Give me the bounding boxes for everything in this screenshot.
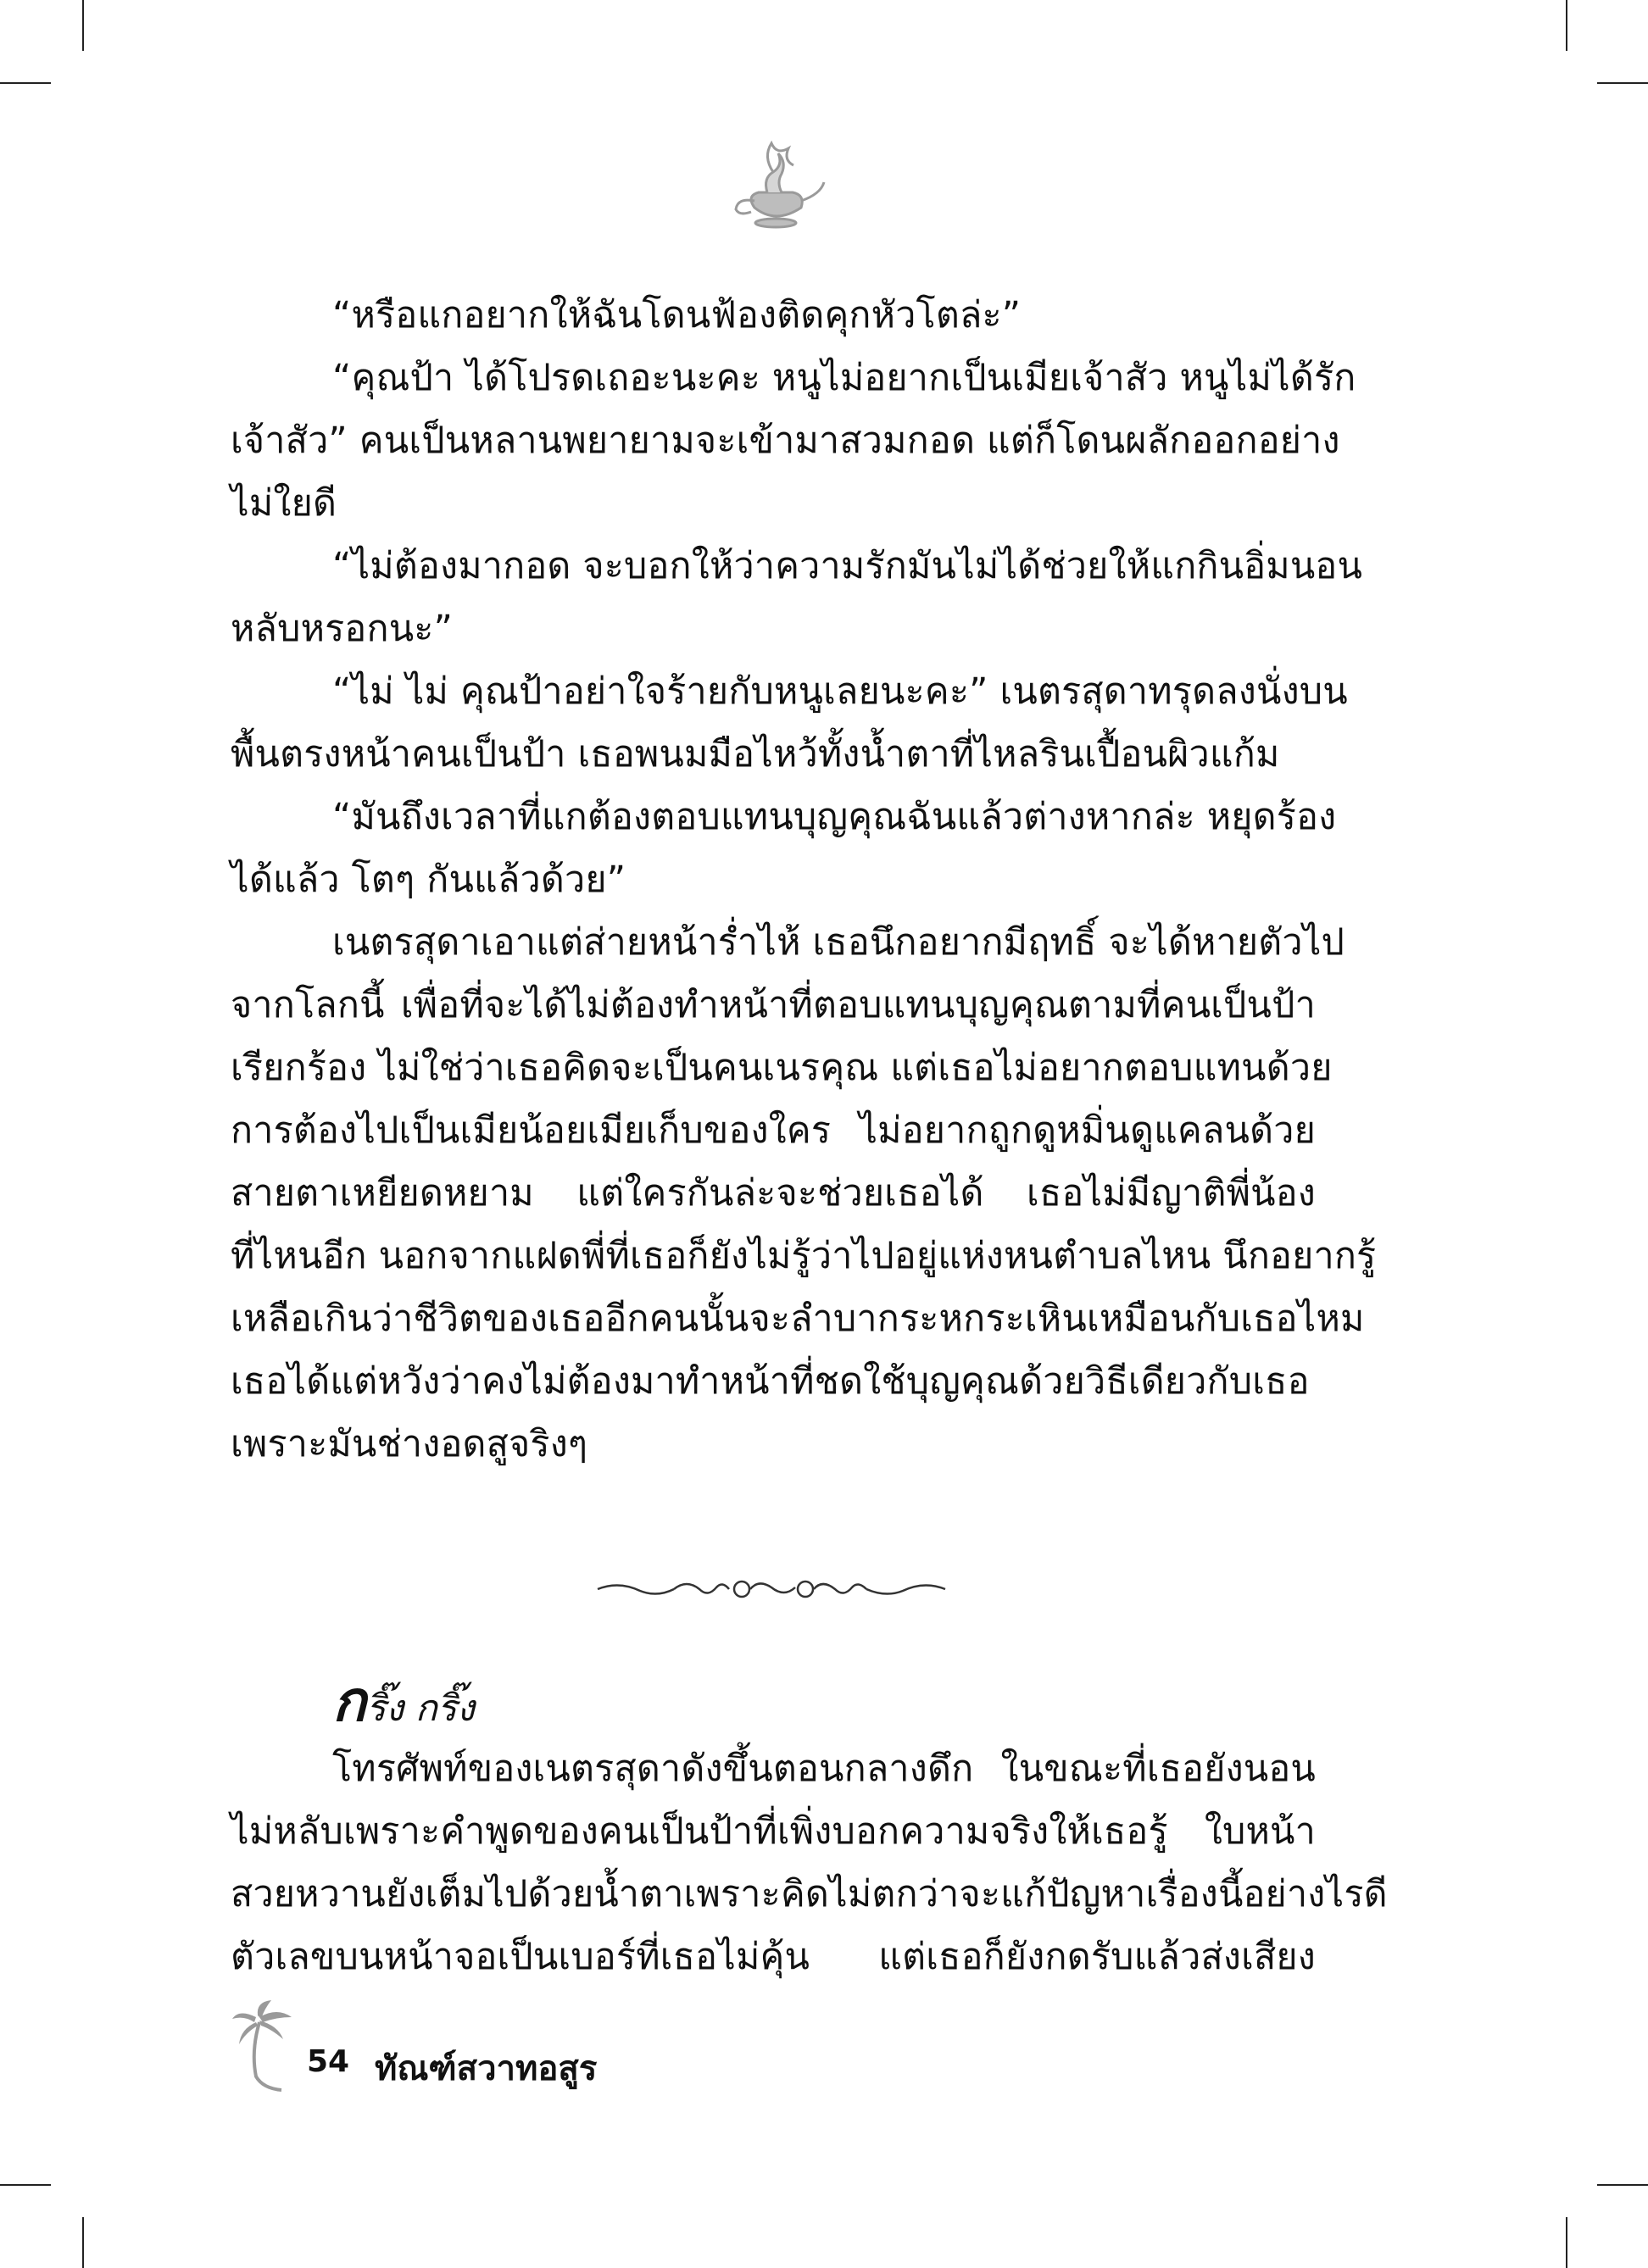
text-line: “ไม่ ไม่ คุณป้าอย่าใจร้ายกับหนูเลยนะคะ” เนตรสุดาทรุดลงนั่งบน	[332, 670, 1348, 713]
flourish-divider-icon	[593, 1564, 949, 1615]
text-line: ไม่หลับเพราะคำพูดของคนเป็นป้าที่เพิ่งบอกความจริงให้เธอรู้ ใบหน้า	[231, 1810, 1316, 1853]
dropcap-heading	[332, 1657, 475, 1733]
crop-mark	[1597, 2184, 1648, 2186]
text-line: โทรศัพท์ของเนตรสุดาดังขึ้นตอนกลางดึก ในขณะที่เธอยังนอน	[332, 1748, 1316, 1790]
text-line: “คุณป้า ได้โปรดเถอะนะคะ หนูไม่อยากเป็นเมียเจ้าสัว หนูไม่ได้รัก	[332, 357, 1356, 399]
text-line: เนตรสุดาเอาแต่ส่ายหน้าร่ำไห้ เธอนึกอยากมีฤทธิ์ จะได้หายตัวไป	[332, 921, 1345, 964]
text-line: พื้นตรงหน้าคนเป็นป้า เธอพนมมือไหว้ทั้งน้ำตาที่ไหลรินเปื้อนผิวแก้ม	[231, 733, 1280, 775]
crop-mark	[1566, 2217, 1567, 2268]
crop-mark	[82, 0, 84, 51]
text-line: เหลือเกินว่าชีวิตของเธออีกคนนั้นจะลำบากระหกระเหินเหมือนกับเธอไหม	[231, 1298, 1365, 1340]
dropcap-letter: ก	[332, 1669, 366, 1734]
dropcap-rest: ริ๊ง กริ๊ง	[365, 1687, 475, 1730]
text-line: เพราะมันช่างอดสูจริงๆ	[231, 1423, 588, 1465]
page-footer	[231, 2000, 739, 2093]
text-line: ตัวเลขบนหน้าจอเป็นเบอร์ที่เธอไม่คุ้น แต่เธอก็ยังกดรับแล้วส่งเสียง	[231, 1936, 1316, 1978]
text-line: เธอได้แต่หวังว่าคงไม่ต้องมาทำหน้าที่ชดใช้บุญคุณด้วยวิธีเดียวกับเธอ	[231, 1360, 1310, 1403]
text-line: สวยหวานยังเต็มไปด้วยน้ำตาเพราะคิดไม่ตกว่าจะแก้ปัญหาเรื่องนี้อย่างไรดี	[231, 1873, 1388, 1915]
genie-lamp-icon	[721, 131, 831, 242]
text-line: “ไม่ต้องมากอด จะบอกให้ว่าความรักมันไม่ได้ช่วยให้แกกินอิ่มนอน	[332, 545, 1363, 587]
text-line: “มันถึงเวลาที่แกต้องตอบแทนบุญคุณฉันแล้วต่างหากล่ะ หยุดร้อง	[332, 796, 1337, 838]
book-title: ทัณฑ์สวาทอสูร	[375, 2049, 598, 2088]
crop-mark	[1597, 82, 1648, 84]
text-line: “หรือแกอยากให้ฉันโดนฟ้องติดคุกหัวโตล่ะ”	[332, 294, 1022, 336]
palm-tree-icon	[231, 2000, 298, 2093]
text-line: เจ้าสัว” คนเป็นหลานพยายามจะเข้ามาสวมกอด แต่ก็โดนผลักออกอย่าง	[231, 420, 1340, 462]
page-number: 54	[307, 2044, 350, 2079]
crop-mark	[1566, 0, 1567, 51]
text-line: ได้แล้ว โตๆ กันแล้วด้วย”	[231, 859, 626, 901]
text-line: จากโลกนี้ เพื่อที่จะได้ไม่ต้องทำหน้าที่ตอบแทนบุญคุณตามที่คนเป็นป้า	[231, 984, 1316, 1026]
text-line: สายตาเหยียดหยาม แต่ใครกันล่ะจะช่วยเธอได้ เธอไม่มีญาติพี่น้อง	[231, 1172, 1316, 1215]
text-line: การต้องไปเป็นเมียน้อยเมียเก็บของใคร ไม่อยากถูกดูหมิ่นดูแคลนด้วย	[231, 1109, 1316, 1152]
crop-mark	[0, 82, 51, 84]
text-line: เรียกร้อง ไม่ใช่ว่าเธอคิดจะเป็นคนเนรคุณ แต่เธอไม่อยากตอบแทนด้วย	[231, 1047, 1333, 1089]
text-line: ที่ไหนอีก นอกจากแฝดพี่ที่เธอก็ยังไม่รู้ว่าไปอยู่แห่งหนตำบลไหน นึกอยากรู้	[231, 1235, 1377, 1277]
crop-mark	[0, 2184, 51, 2186]
crop-mark	[82, 2217, 84, 2268]
text-line: ไม่ใยดี	[231, 482, 337, 525]
text-line: หลับหรอกนะ”	[231, 608, 454, 650]
